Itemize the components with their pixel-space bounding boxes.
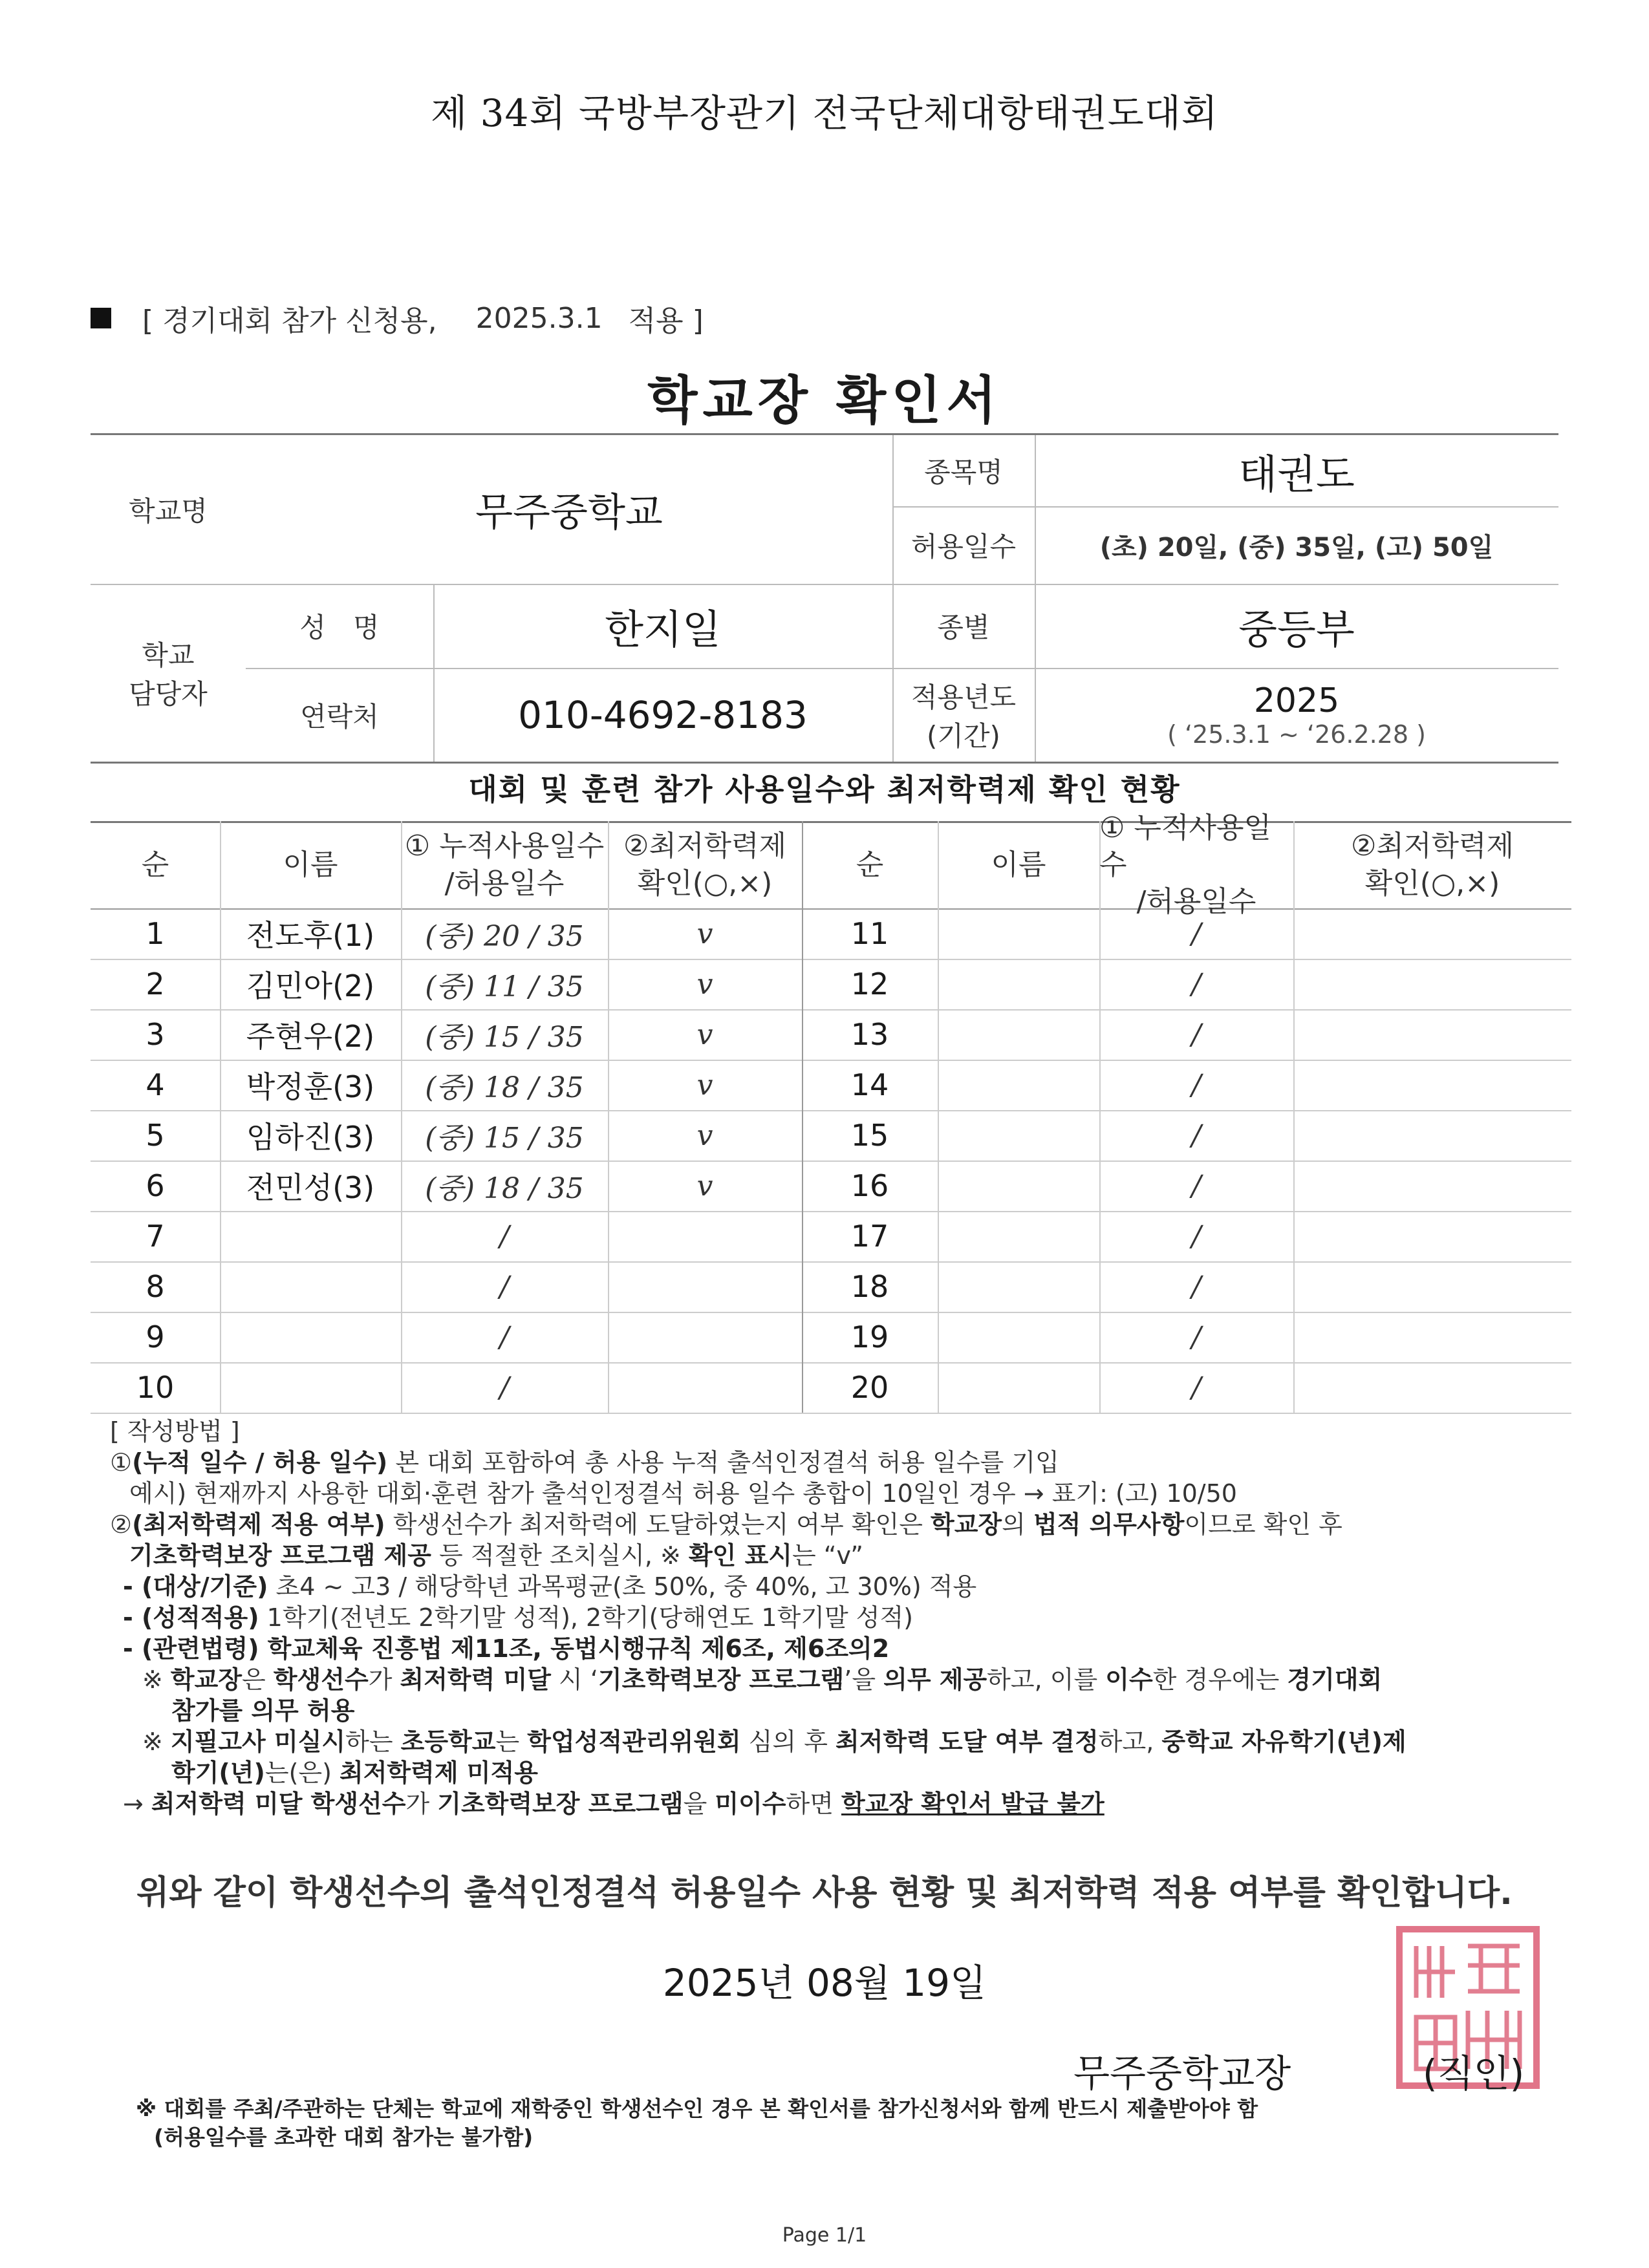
event-label: 종목명 (924, 456, 1003, 488)
row-days: / (1191, 917, 1202, 950)
remark-1: ※ 학교장은 학생선수가 최저학력 미달 시 ‘기초학력보장 프로그램’을 의무 제공하고, 이를 이수한 경우에는 경기대회 (142, 1665, 1383, 1694)
row-check (1293, 1211, 1571, 1261)
row-number: 14 (850, 1067, 889, 1102)
issue-date: 2025년 08월 19일 (662, 1961, 987, 2005)
row-check (1293, 1312, 1571, 1362)
row-name: 박정훈(3) (246, 1069, 375, 1104)
row-name (220, 1312, 401, 1362)
contact-label (91, 584, 246, 762)
row-number: 1 (146, 916, 165, 951)
allowed-days-value: (초) 20일, (중) 35일, (고) 50일 (1099, 532, 1494, 562)
year-value: 2025 (1253, 681, 1340, 720)
remark-1-line2: 참가를 의무 허용 (171, 1696, 355, 1725)
row-check (1293, 1009, 1571, 1060)
right-col-check-header-line1: ②최저학력제 (1351, 829, 1514, 863)
year-value-cell (1035, 668, 1558, 762)
row-name (938, 1312, 1099, 1362)
row-name: 주현우(2) (246, 1019, 375, 1054)
row-days: / (499, 1371, 510, 1404)
right-col-name-header: 이름 (991, 848, 1046, 881)
row-days: (중) 15 / 35 (425, 1021, 584, 1054)
row-days: / (1191, 1068, 1202, 1102)
left-col-days-header-line1: ① 누적사용일수 (404, 829, 605, 863)
row-check (608, 1362, 802, 1413)
footnote (136, 2095, 1591, 2152)
principal-title: 무주중학교장 (1073, 2051, 1291, 2095)
note-2-line2: 기초학력보장 프로그램 제공 등 적절한 조치실시, ※ 확인 표시는 “v” (129, 1541, 863, 1570)
year-label-1: 적용년도 (911, 681, 1017, 713)
row-check: v (696, 967, 713, 1001)
right-col-days-header-line2: /허용일수 (1136, 885, 1256, 919)
row-check (1293, 1261, 1571, 1312)
row-check (1293, 1060, 1571, 1110)
row-check (1293, 1161, 1571, 1211)
instructions-heading: [ 작성방법 ] (110, 1417, 240, 1446)
form-type-line (91, 297, 704, 339)
year-label-2: (기간) (927, 720, 1000, 752)
bullet-grades: - (성적적용) 1학기(전년도 2학기말 성적), 2학기(당해연도 1학기말 성적) (123, 1603, 914, 1632)
row-name (938, 1211, 1099, 1261)
row-check (1293, 1362, 1571, 1413)
row-days: / (1191, 1169, 1202, 1203)
school-name-value: 무주중학교 (475, 490, 663, 535)
right-col-days-header-line1: ① 누적사용일수 (1099, 811, 1271, 881)
phone-label: 연락처 (300, 700, 379, 733)
period-value: ( ‘25.3.1 ~ ‘26.2.28 ) (1167, 720, 1426, 749)
row-name (220, 1261, 401, 1312)
row-name (938, 1261, 1099, 1312)
row-check: v (696, 1018, 713, 1051)
row-number: 18 (850, 1269, 889, 1304)
row-number: 16 (850, 1168, 889, 1203)
row-check (608, 1261, 802, 1312)
row-name: 전도후(1) (246, 918, 375, 953)
row-number: 10 (136, 1370, 175, 1405)
left-col-check-header-line2: 확인(○,×) (637, 866, 773, 900)
row-number: 6 (146, 1168, 165, 1203)
row-days: (중) 18 / 35 (425, 1172, 584, 1205)
roster-table (91, 811, 1571, 1413)
row-days: / (1191, 1371, 1202, 1404)
row-name: 임하진(3) (246, 1120, 375, 1155)
row-days: / (499, 1320, 510, 1354)
row-check (1293, 908, 1571, 959)
left-col-check-header-line1: ②최저학력제 (623, 829, 786, 863)
left-col-no-header: 순 (141, 848, 169, 881)
row-days: / (1191, 1270, 1202, 1303)
bullet-law: - (관련법령) 학교체육 진흥법 제11조, 동법시행규칙 제6조, 제6조의2 (123, 1634, 890, 1663)
row-check (608, 1312, 802, 1362)
name-label: 성 명 (299, 612, 380, 643)
row-number: 7 (146, 1219, 165, 1254)
row-number: 5 (146, 1118, 165, 1153)
row-check (1293, 959, 1571, 1009)
remark-3: → 최저학력 미달 학생선수가 기초학력보장 프로그램을 미이수하면 학교장 확인서 발급 불가 (123, 1790, 1105, 1818)
row-number: 20 (850, 1370, 889, 1405)
row-days: (중) 20 / 35 (425, 920, 584, 953)
row-name (220, 1362, 401, 1413)
event-title: 제 34회 국방부장관기 전국단체대항태권도대회 (431, 91, 1218, 135)
form-type-b: 2025.3.1 (475, 301, 603, 335)
row-days: / (1191, 967, 1202, 1001)
row-name (938, 1110, 1099, 1161)
row-number: 8 (146, 1269, 165, 1304)
row-name (220, 1211, 401, 1261)
note-2: ②(최저학력제 적용 여부) 학생선수가 최저학력에 도달하였는지 여부 확인은 학교장의 법적 의무사항이므로 확인 후 (110, 1510, 1342, 1539)
bullet-target: - (대상/기준) 초4 ~ 고3 / 해당학년 과목평균(초 50%, 중 40%, 고 30%) 적용 (123, 1572, 977, 1601)
row-name: 김민아(2) (246, 968, 375, 1003)
row-check (1293, 1110, 1571, 1161)
page-number: Page 1/1 (782, 2224, 867, 2247)
row-name (938, 1161, 1099, 1211)
row-number: 4 (146, 1067, 165, 1102)
info-table (91, 433, 1558, 764)
row-name (938, 1362, 1099, 1413)
left-col-days-header (401, 821, 608, 908)
row-days: (중) 18 / 35 (425, 1071, 584, 1104)
school-name-label: 학교명 (129, 495, 208, 527)
footnote-line-1: ※ 대회를 주최/주관하는 단체는 학교에 재학중인 학생선수인 경우 본 확인서를 참가신청서와 함께 반드시 제출받아야 함 (136, 2096, 1258, 2121)
left-col-check-header (608, 821, 802, 908)
name-value: 한지일 (605, 605, 721, 653)
right-col-check-header-line2: 확인(○,×) (1364, 866, 1500, 900)
year-label (892, 668, 1035, 762)
row-check: v (696, 917, 713, 950)
instructions (110, 1416, 1571, 1819)
row-days: / (1191, 1118, 1202, 1152)
row-days: / (1191, 1018, 1202, 1051)
contact-label-1: 학교 (142, 639, 195, 671)
row-days: (중) 11 / 35 (425, 970, 584, 1003)
remark-2: ※ 지필고사 미실시하는 초등학교는 학업성적관리위원회 심의 후 최저학력 도달 여부 결정하고, 중학교 자유학기(년)제 (142, 1728, 1406, 1756)
row-number: 2 (146, 967, 165, 1001)
left-col-days-header-line2: /허용일수 (444, 866, 565, 900)
row-days: / (499, 1219, 510, 1253)
square-bullet-icon (91, 308, 111, 328)
row-check: v (696, 1169, 713, 1203)
contact-label-2: 담당자 (129, 678, 208, 710)
allowed-days-label: 허용일수 (911, 531, 1017, 562)
row-number: 12 (850, 967, 889, 1001)
row-days: / (1191, 1320, 1202, 1354)
row-number: 9 (146, 1320, 165, 1354)
row-check (608, 1211, 802, 1261)
row-number: 19 (850, 1320, 889, 1354)
confirmation-statement: 위와 같이 학생선수의 출석인정결석 허용일수 사용 현황 및 최저학력 적용 여부를 확인합니다. (136, 1874, 1513, 1912)
section-title: 대회 및 훈련 참가 사용일수와 최저학력제 확인 현황 (468, 772, 1181, 807)
row-days: / (499, 1270, 510, 1303)
note-1: ①(누적 일수 / 허용 일수) 본 대회 포함하여 총 사용 누적 출석인정결석 허용 일수를 기입 (110, 1448, 1059, 1477)
remark-2-line2: 학기(년)는(은) 최저학력제 미적용 (171, 1759, 538, 1787)
row-name: 전민성(3) (246, 1170, 375, 1205)
row-number: 3 (146, 1017, 165, 1052)
row-number: 11 (850, 916, 889, 951)
row-number: 13 (850, 1017, 889, 1052)
right-col-no-header: 순 (856, 848, 884, 881)
row-check: v (696, 1068, 713, 1102)
form-type-c: 적용 ] (628, 305, 704, 337)
row-name (938, 959, 1099, 1009)
row-days: (중) 15 / 35 (425, 1122, 584, 1155)
right-col-days-header (1099, 811, 1293, 919)
row-name (938, 908, 1099, 959)
row-number: 15 (850, 1118, 889, 1153)
left-col-name-header: 이름 (283, 848, 338, 881)
phone-value: 010-4692-8183 (518, 692, 808, 737)
row-check: v (696, 1118, 713, 1152)
document-title: 학교장 확인서 (647, 370, 1002, 431)
row-days: / (1191, 1219, 1202, 1253)
right-col-check-header (1293, 821, 1571, 908)
division-label: 종별 (937, 612, 990, 643)
row-number: 17 (850, 1219, 889, 1254)
note-1-example: 예시) 현재까지 사용한 대회·훈련 참가 출석인정결석 허용 일수 총합이 10일인 경우 → 표기: (고) 10/50 (129, 1479, 1237, 1508)
footnote-line-2: (허용일수를 초과한 대회 참가는 불가함) (154, 2124, 534, 2150)
row-name (938, 1060, 1099, 1110)
form-type-a: [ 경기대회 참가 신청용, (142, 305, 437, 337)
division-value: 중등부 (1238, 605, 1355, 653)
seal-label: (직인) (1423, 2051, 1525, 2095)
event-value: 태권도 (1238, 450, 1355, 498)
row-name (938, 1009, 1099, 1060)
